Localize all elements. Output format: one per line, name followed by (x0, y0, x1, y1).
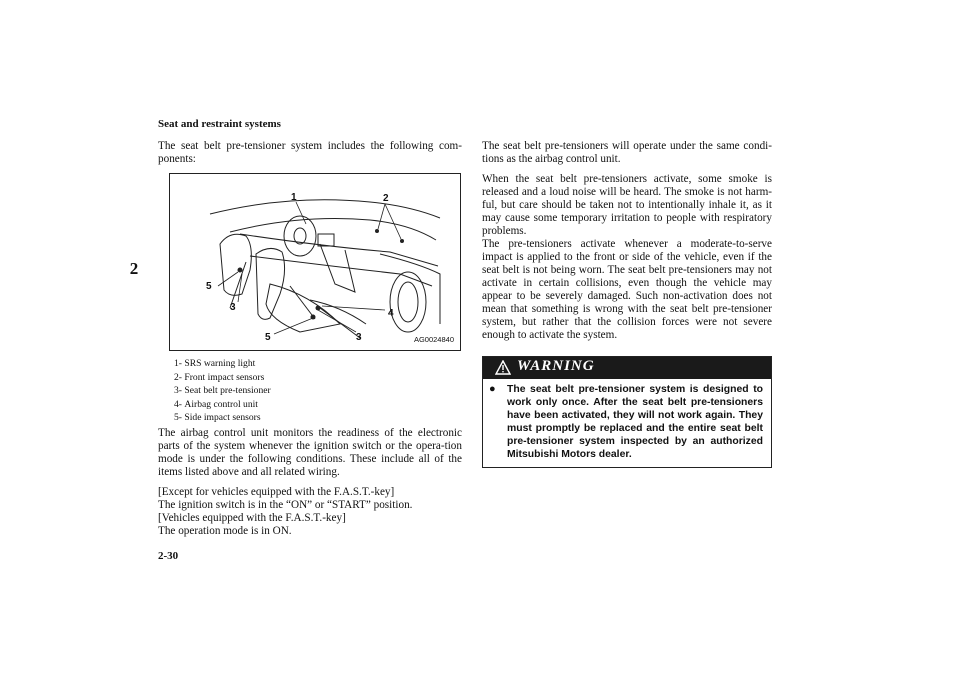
monitoring-text: The airbag control unit monitors the readiness of the electronic parts of the system whenever the ignition switch or the opera-tion mode is under the following conditions. These include all of the items listed above and all related wiring. (158, 426, 462, 478)
legend-label: Seat belt pre-tensioner (184, 385, 271, 397)
callout-5-lower: 5 (265, 332, 271, 343)
legend-label: Front impact sensors (184, 371, 265, 383)
condition-line: [Vehicles equipped with the F.A.S.T.-key] (158, 511, 346, 524)
legend-label: SRS warning light (184, 358, 256, 369)
legend-item (174, 384, 462, 398)
intro-text: The seat belt pre-tensioner system includes the following com-ponents: (158, 140, 462, 165)
callout-1: 1 (291, 192, 297, 203)
callout-4: 4 (388, 308, 394, 319)
car-interior-illustration (170, 174, 460, 350)
warning-header (483, 357, 771, 379)
operation-text: The seat belt pre-tensioners will operate under the same condi-tions as the airbag control unit. (482, 140, 772, 165)
condition-line: The ignition switch is in the “ON” or “START” position. (158, 498, 413, 511)
activation-text: The pre-tensioners activate whenever a moderate-to-serve impact is applied to the front or side of the vehicle, even if the seat belt is not being worn. The seat belt pre-tensioners may not activate in certain collisions, even though the vehicle may appear to be severely damaged. Such non-activation does not mean that something is wrong with the seat belt pre-tensioner system, but rather that the collision forces were not severe enough to activate the system. (482, 238, 772, 341)
legend-label: Side impact sensors (184, 412, 261, 424)
callout-3-lower: 3 (356, 332, 362, 343)
left-column (158, 140, 462, 538)
callout-3-upper: 3 (230, 302, 236, 313)
warning-box (482, 356, 772, 468)
section-title: Seat and restraint systems (158, 118, 281, 130)
figure-code: AG0024840 (413, 335, 454, 344)
warning-body (483, 379, 771, 467)
chapter-tab: 2 (129, 259, 139, 278)
condition-line: [Except for vehicles equipped with the F.A.S.T.-key] (158, 485, 395, 498)
legend-num: 5- (174, 412, 182, 424)
condition-line: The operation mode is in ON. (158, 524, 292, 537)
legend-item (174, 357, 462, 371)
warning-triangle-icon (495, 360, 511, 375)
bullet-icon: ● (489, 383, 496, 395)
legend-item (174, 371, 462, 385)
legend-num: 1- (174, 358, 182, 369)
callout-5-upper: 5 (206, 281, 212, 292)
legend-num: 4- (174, 398, 182, 410)
legend-item (174, 398, 462, 412)
legend-num: 3- (174, 385, 182, 397)
callout-2: 2 (383, 193, 389, 204)
seatbelt-diagram-figure (169, 173, 461, 351)
right-column (482, 140, 772, 468)
warning-text: The seat belt pre-tensioner system is designed to work only once. After the seat belt pre-tensioners have been activated, they will not work again. They must promptly be replaced and the entire seat belt pre-tensioner system inspected by an authorized Mitsubishi Motors dealer. (507, 384, 763, 460)
page-number: 2-30 (158, 550, 179, 562)
legend-item (174, 411, 462, 425)
smoke-text: When the seat belt pre-tensioners activate, some smoke is released and a loud noise will be heard. The smoke is not harm-ful, but care should be taken not to intentionally inhale it, as it may cause some temporary irritation to people with respiratory problems. (482, 173, 772, 237)
legend-label: Airbag control unit (184, 398, 258, 410)
component-legend (174, 357, 462, 425)
warning-title: WARNING (517, 358, 595, 374)
legend-num: 2- (174, 371, 182, 383)
